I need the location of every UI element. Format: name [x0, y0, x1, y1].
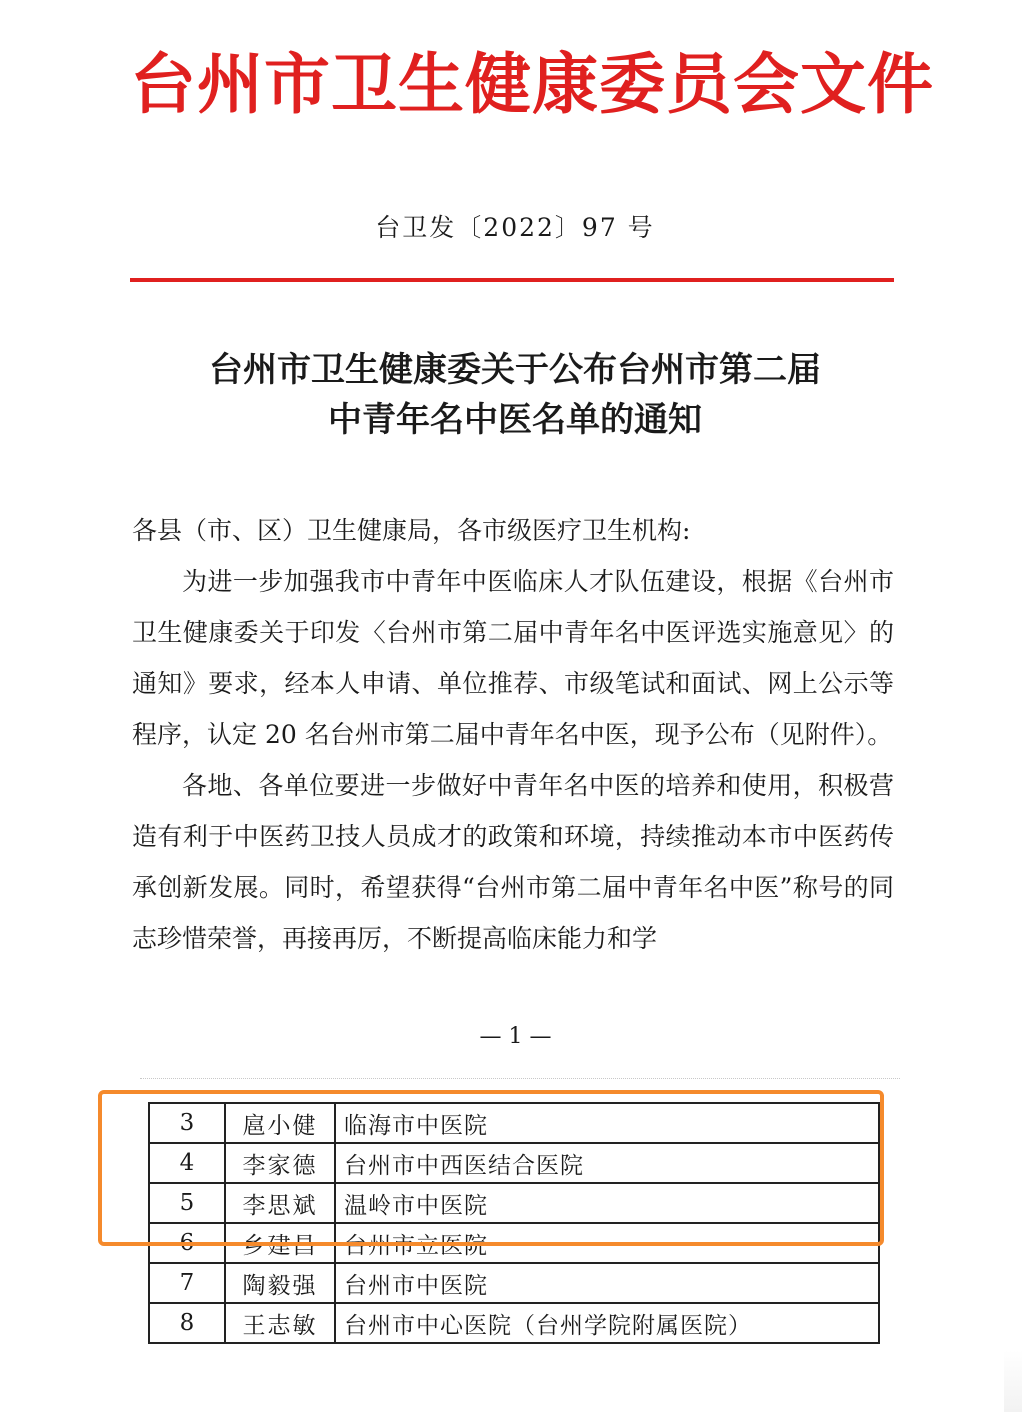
edge-shadow	[1004, 1350, 1022, 1412]
page-number: — 1 —	[479, 1024, 552, 1049]
doctor-name: 李家德	[225, 1143, 335, 1183]
hospital-name: 临海市中医院	[335, 1103, 879, 1143]
table-row	[149, 1263, 879, 1303]
notice-title-line-1: 台州市卫生健康委关于公布台州市第二届	[209, 350, 821, 390]
hospital-name: 台州市中西医结合医院	[335, 1143, 879, 1183]
row-number: 3	[149, 1103, 225, 1143]
red-divider-line	[130, 278, 894, 282]
row-number: 8	[149, 1303, 225, 1343]
document-number: 台卫发〔2022〕97 号	[375, 213, 655, 242]
body-paragraph-2: 各地、各单位要进一步做好中青年名中医的培养和使用，积极营造有利于中医药卫技人员成才的政策和环境，持续推动本市中医药传承创新发展。同时，希望获得“台州市第二届中青年名中医”称号的同志珍惜荣誉，再接再厉，不断提高临床能力和学	[132, 771, 894, 953]
hospital-name: 台州市中医院	[335, 1263, 879, 1303]
notice-body	[132, 505, 894, 964]
body-paragraph-1: 为进一步加强我市中青年中医临床人才队伍建设，根据《台州市卫生健康委关于印发〈台州市第二届中青年名中医评选实施意见〉的通知》要求，经本人申请、单位推荐、市级笔试和面试、网上公示等程序，认定 20 名台州市第二届中青年名中医，现予公布（见附件）。	[132, 567, 894, 749]
doctor-name: 乡建昌	[225, 1223, 335, 1263]
notice-title-line-2: 中青年名中医名单的通知	[328, 400, 702, 440]
row-number: 4	[149, 1143, 225, 1183]
image-cutoff-area	[0, 1346, 1031, 1412]
orange-highlight-box	[98, 1090, 884, 1246]
row-number: 6	[149, 1223, 225, 1263]
table-row	[149, 1303, 879, 1343]
row-number: 7	[149, 1263, 225, 1303]
notice-title	[130, 345, 900, 445]
hospital-name: 温岭市中医院	[335, 1183, 879, 1223]
salutation: 各县（市、区）卫生健康局，各市级医疗卫生机构:	[132, 516, 691, 545]
doctor-name: 王志敏	[225, 1303, 335, 1343]
doctor-name: 李思斌	[225, 1183, 335, 1223]
doctor-name: 陶毅强	[225, 1263, 335, 1303]
doctor-name: 扈小健	[225, 1103, 335, 1143]
hospital-name: 台州市中心医院（台州学院附属医院）	[335, 1303, 879, 1343]
row-number: 5	[149, 1183, 225, 1223]
hospital-name: 台州市立医院	[335, 1223, 879, 1263]
agency-header-title: 台州市卫生健康委员会文件	[130, 46, 934, 123]
